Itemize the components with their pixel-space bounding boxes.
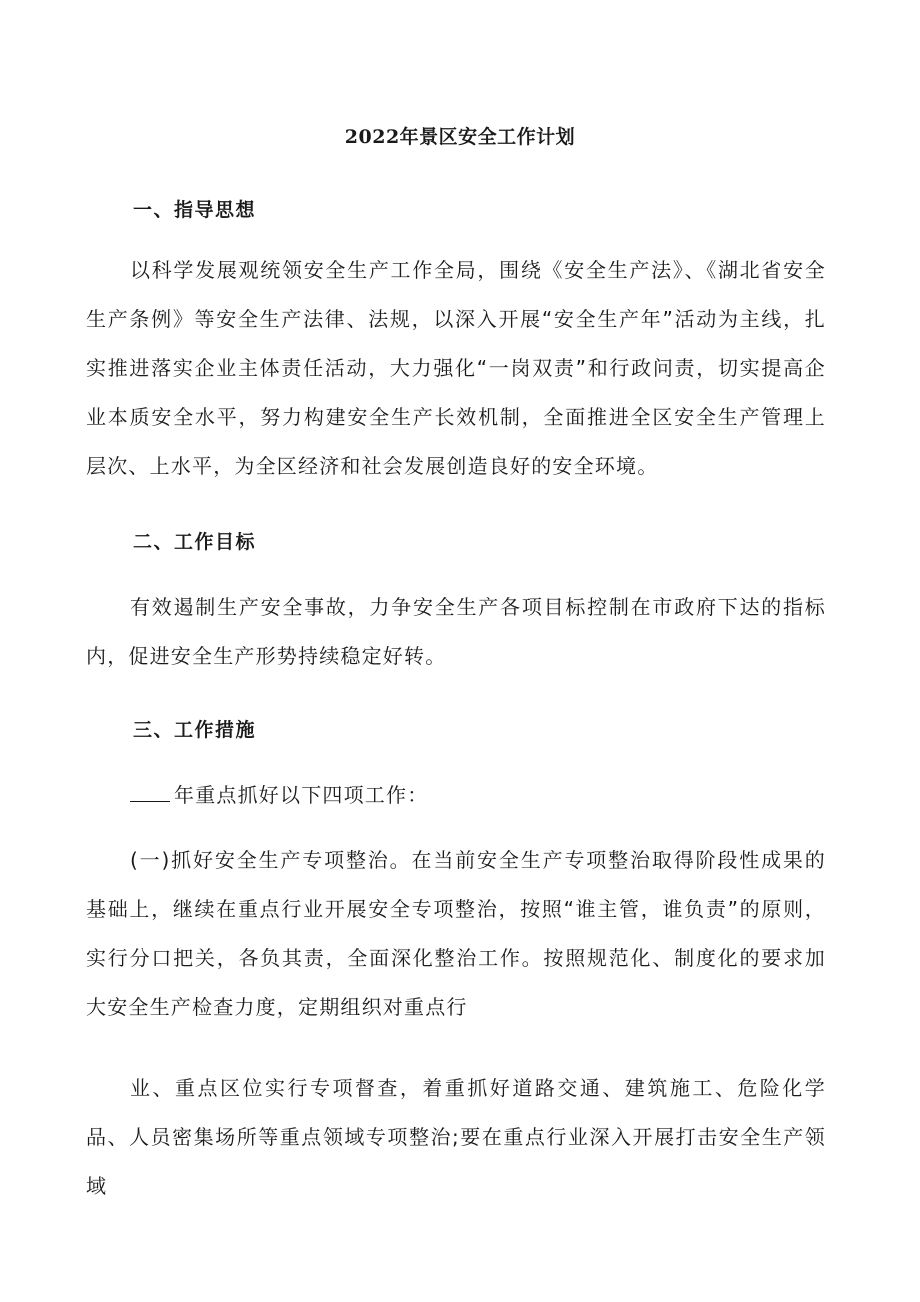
paragraph-guiding-ideology: 以科学发展观统领安全生产工作全局，围绕《安全生产法》、《湖北省安全生产条例》等安全生产法律、法规，以深入开展“安全生产年”活动为主线，扎实推进落实企业主体责任活动，大力强化“一岗双责”和行政问责，切实提高企业本质安全水平，努力构建安全生产长效机制，全面推进全区安全生产管理上层次、上水平，为全区经济和社会发展创造良好的安全环境。 bbox=[86, 258, 826, 478]
measures-intro-text: 年重点抓好以下四项工作： bbox=[174, 783, 429, 807]
document-title: 2022年景区安全工作计划 bbox=[344, 126, 576, 148]
paragraph-work-goals: 有效遏制生产安全事故，力争安全生产各项目标控制在市政府下达的指标内，促进安全生产形势持续稳定好转。 bbox=[86, 595, 826, 668]
blank-year-field bbox=[130, 787, 170, 802]
paragraph-measures-intro bbox=[86, 771, 826, 820]
paragraph-measure-1: (一)抓好安全生产专项整治。在当前安全生产专项整治取得阶段性成果的基础上，继续在重点行业开展安全专项整治，按照“谁主管，谁负责”的原则，实行分口把关，各负其责，全面深化整治工作。按照规范化、制度化的要求加大安全生产检查力度，定期组织对重点行 bbox=[86, 848, 826, 1019]
paragraph-measure-1-continued: 业、重点区位实行专项督查，着重抓好道路交通、建筑施工、危险化学品、人员密集场所等重点领域专项整治;要在重点行业深入开展打击安全生产领域 bbox=[86, 1076, 826, 1198]
section-heading-guiding-ideology: 一、指导思想 bbox=[133, 199, 257, 221]
section-heading-work-goals: 二、工作目标 bbox=[133, 531, 257, 553]
section-heading-work-measures: 三、工作措施 bbox=[133, 719, 257, 741]
